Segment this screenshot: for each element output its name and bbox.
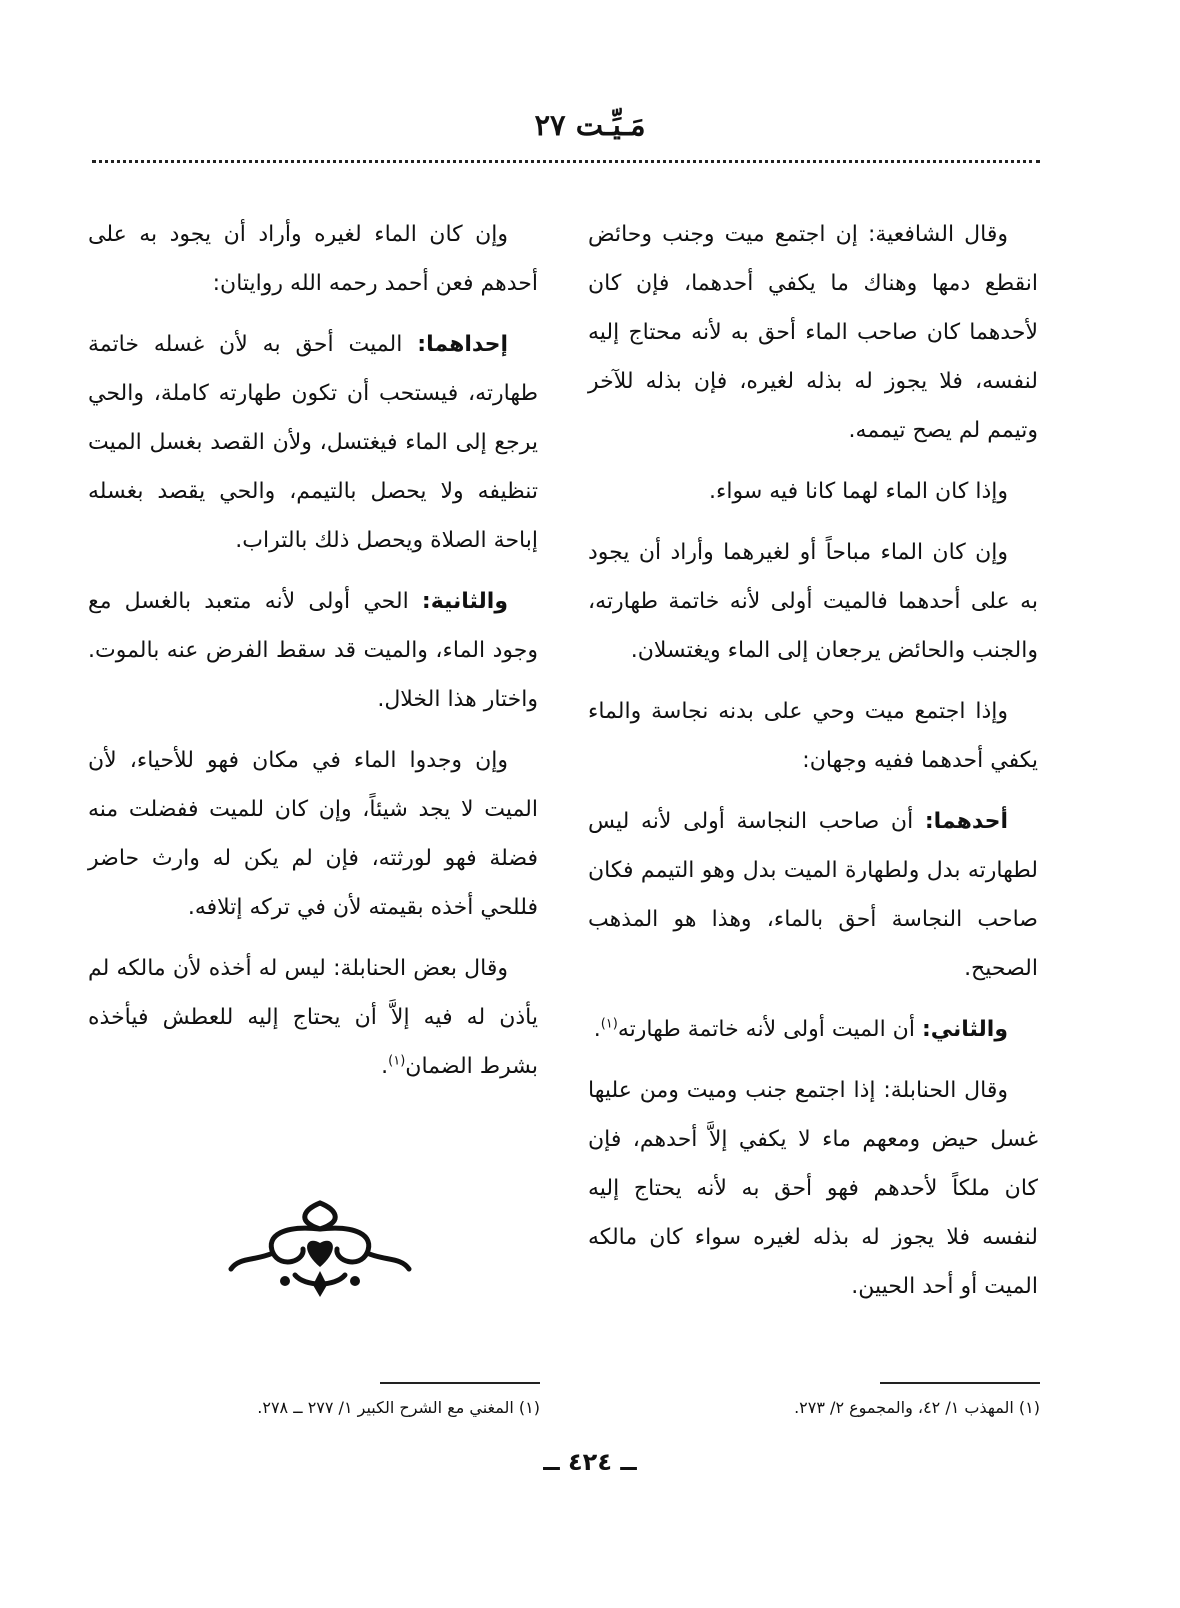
paragraph-label: أحدهما:: [924, 809, 1008, 834]
footnote-reference[interactable]: (١): [600, 1016, 618, 1032]
paragraph-text: وقال بعض الحنابلة: ليس له أخذه لأن مالكه لم يأذن له فيه إلاَّ أن يحتاج إليه للعطش فيأخذه بشرط الضمان: [88, 956, 538, 1079]
paragraph: وقال الشافعية: إن اجتمع ميت وجنب وحائض انقطع دمها وهناك ما يكفي أحدهما، فإن كان لأحدهما كان صاحب الماء أحق به لأنه محتاج إليه لنفسه، فلا يجوز له بذله لغيره، فإن بذله للآخر وتيمم لم يصح تيممه.: [588, 222, 1038, 443]
paragraph-label: والثاني:: [921, 1017, 1008, 1042]
paragraph-label: إحداهما:: [417, 332, 508, 357]
paragraph: [88, 944, 538, 1091]
arabesque-ornament-icon: [225, 1195, 415, 1300]
paragraph: [588, 1005, 1038, 1054]
paragraph: وإذا كان الماء لهما كانا فيه سواء.: [709, 479, 1008, 504]
paragraph: [88, 577, 538, 724]
paragraph: [588, 797, 1038, 993]
footnote-right: (١) المهذب ١/ ٤٢، والمجموع ٢/ ٢٧٣.: [794, 1398, 1040, 1417]
running-header-title: مَـيِّـت ٢٧: [534, 108, 646, 142]
page-number: ــ ٤٢٤ ــ: [543, 1448, 637, 1476]
paragraph: [88, 320, 538, 565]
left-column: [88, 210, 538, 1103]
paragraph-text: أن صاحب النجاسة أولى لأنه ليس لطهارته بدل ولطهارة الميت بدل وهو التيمم فكان صاحب النجاسة أحق بالماء، وهذا هو المذهب الصحيح.: [588, 809, 1038, 981]
paragraph: وإن وجدوا الماء في مكان فهو للأحياء، لأن الميت لا يجد شيئاً، وإن كان للميت ففضلت منه فضلة فهو لورثته، فإن لم يكن له وارث حاضر فللحي أخذه بقيمته لأن في تركه إتلافه.: [88, 748, 538, 920]
paragraph-text: الحي أولى لأنه متعبد بالغسل مع وجود الماء، والميت قد سقط الفرض عنه بالموت. واختار هذا الخلال.: [88, 589, 538, 712]
paragraph-end: .: [381, 1054, 389, 1079]
footnote-rule-left: [380, 1382, 540, 1384]
footnote-rule-right: [880, 1382, 1040, 1384]
paragraph: وإن كان الماء مباحاً أو لغيرهما وأراد أن يجود به على أحدهما فالميت أولى لأنه خاتمة طهارته، والجنب والحائض يرجعان إلى الماء ويغتسلان.: [588, 540, 1038, 663]
paragraph: وقال الحنابلة: إذا اجتمع جنب وميت ومن عليها غسل حيض ومعهم ماء لا يكفي إلاَّ أحدهم، فإن كان ملكاً لأحدهم فهو أحق به لأنه يحتاج إليه لنفسه فلا يجوز له بذله لغيره سواء كان مالكه الميت أو أحد الحيين.: [588, 1078, 1038, 1299]
header-dotted-rule: [92, 160, 1040, 163]
paragraph: وإن كان الماء لغيره وأراد أن يجود به على أحدهم فعن أحمد رحمه الله روايتان:: [88, 222, 538, 296]
paragraph-text: أن الميت أولى لأنه خاتمة طهارته: [617, 1017, 922, 1042]
paragraph: وإذا اجتمع ميت وحي على بدنه نجاسة والماء يكفي أحدهما ففيه وجهان:: [588, 699, 1038, 773]
footnote-left: (١) المغني مع الشرح الكبير ١/ ٢٧٧ ــ ٢٧٨.: [257, 1398, 540, 1417]
paragraph-end: .: [593, 1017, 601, 1042]
paragraph-label: والثانية:: [421, 589, 508, 614]
footnote-reference[interactable]: (١): [388, 1053, 406, 1069]
right-column: [588, 210, 1038, 1323]
paragraph-text: الميت أحق به لأن غسله خاتمة طهارته، فيستحب أن تكون طهارته كاملة، والحي يرجع إلى الماء فيغتسل، ولأن القصد بغسل الميت تنظيفه ولا يحصل بالتيمم، والحي يقصد بغسله إباحة الصلاة ويحصل ذلك بالتراب.: [88, 332, 538, 553]
